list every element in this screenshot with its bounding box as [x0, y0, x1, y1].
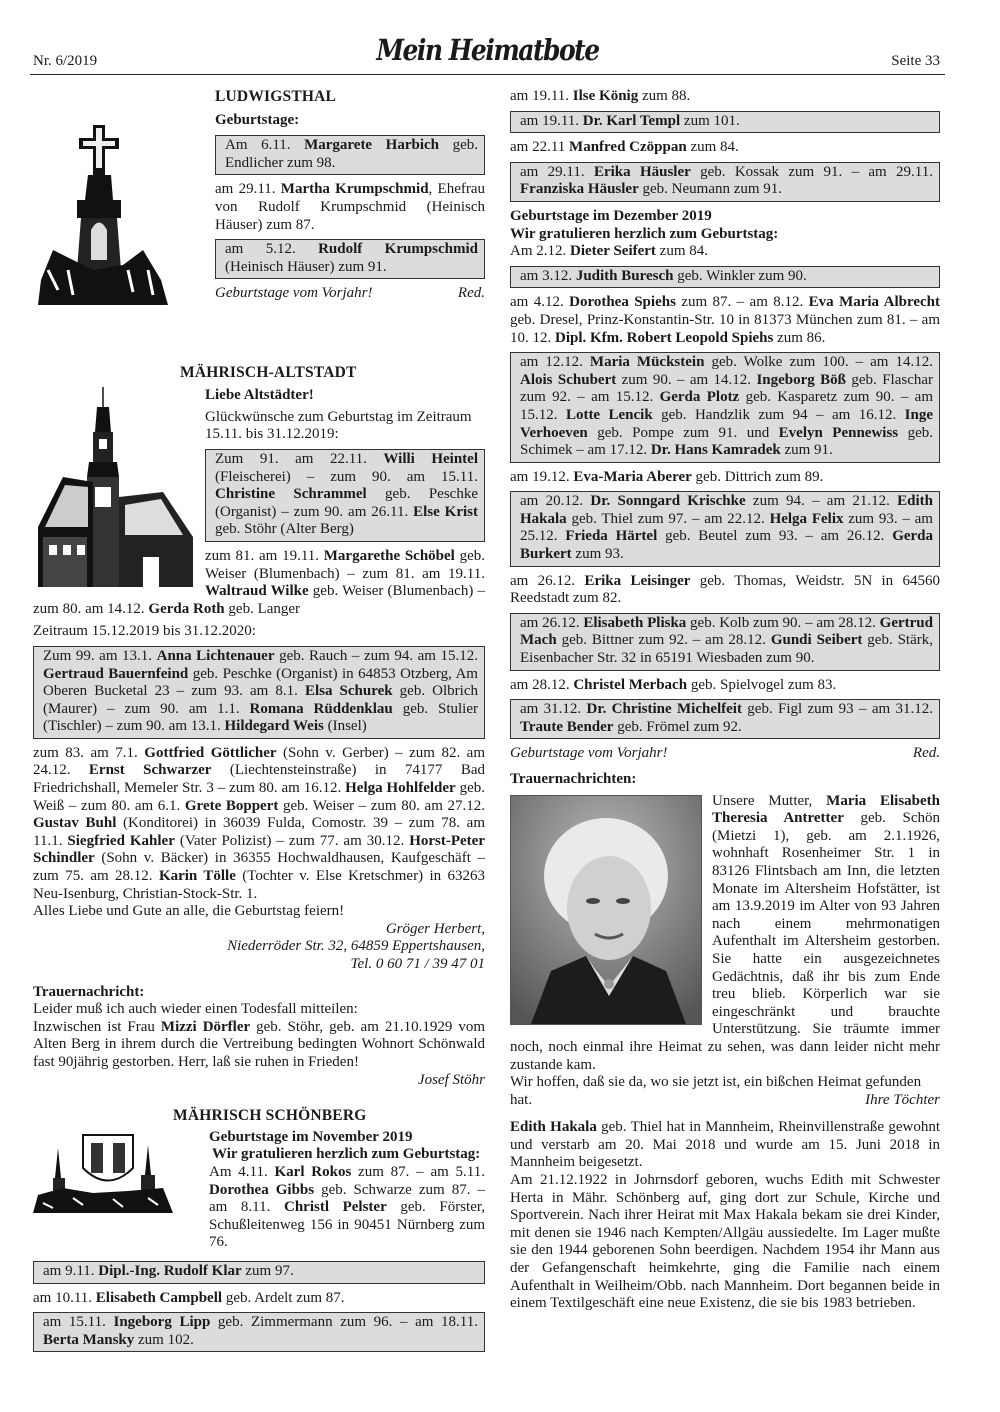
person-name: Erika Leisinger — [584, 572, 691, 589]
birthday-entry — [33, 745, 485, 903]
section-heading: LUDWIGSTHAL — [215, 88, 337, 105]
person-name: Eva-Maria Aberer — [573, 468, 692, 485]
masthead-logo: Mein Heimatbote — [376, 33, 599, 68]
person-name: Christine Schrammel — [215, 486, 367, 503]
text-segment: geb. Schwarze zum 87. – am 8.11. — [209, 1181, 485, 1216]
text-segment: am 22.11 — [510, 139, 570, 156]
period-label: Zeitraum 15.12.2019 bis 31.12.2020: — [33, 623, 256, 640]
person-name: Christel Merbach — [573, 676, 688, 693]
text-segment: geb. Stulier (Tischler) – zum 90. am 13.1. — [43, 700, 478, 735]
december-heading: Geburtstage im Dezember 2019 — [510, 207, 712, 224]
text-segment: am 26.12. — [510, 572, 585, 589]
person-name: Gertraud Bauernfeind — [43, 665, 189, 682]
text-segment: (Insel) — [323, 718, 367, 735]
birthday-entry — [33, 1290, 485, 1308]
person-name: Else Krist — [413, 503, 478, 520]
birthday-entry — [209, 1164, 485, 1252]
text-segment: zum 87. – am 5.11. — [351, 1163, 485, 1180]
text-segment: Unsere Mutter, — [712, 792, 827, 809]
text-segment: zum 84. — [655, 243, 708, 260]
text-segment: geb. Förster, Schußleitenweg 156 in 90451 Nürnberg zum 76. — [209, 1199, 485, 1251]
text-segment: zum 93. — [571, 546, 624, 563]
person-name: Dorothea Spiehs — [569, 294, 676, 311]
person-name: Traute Bender — [520, 718, 614, 735]
intro-text: Glückwünsche zum Geburtstag im Zeitraum 15.11. bis 31.12.2019: — [205, 408, 472, 443]
page-header — [30, 33, 945, 75]
birthday-box — [205, 449, 485, 542]
person-name: Dipl. Kfm. Robert Leopold Spiehs — [555, 329, 774, 346]
person-name: Christl Pelster — [283, 1199, 387, 1216]
text-segment: geb. Thiel zum 97. – am 22.12. — [566, 510, 770, 527]
right-column — [510, 88, 940, 1318]
subheading: Wir gratulieren herzlich zum Geburtstag: — [212, 1146, 481, 1163]
text-segment: zum 83. am 7.1. — [33, 744, 145, 761]
text-segment: geb. Bittner zum 92. – am 28.12. — [556, 632, 771, 649]
person-name: Dr. Christine Michelfeit — [586, 701, 742, 718]
text-segment: Zum 99. am 13.1. — [43, 647, 157, 664]
person-name: Gottfried Göttlicher — [144, 744, 277, 761]
text-segment: (Fleischerei) – zum 90. am 15.11. — [215, 468, 478, 485]
birthday-box — [510, 162, 940, 202]
text-segment: Am 6.11. — [225, 137, 305, 154]
section-schoenberg — [33, 1107, 485, 1352]
text-segment: am 19.11. — [510, 88, 573, 104]
person-name: Siegfried Kahler — [67, 832, 175, 849]
person-name: Franziska Häusler — [520, 181, 639, 198]
ludwigsthal-content — [215, 88, 485, 326]
text-segment: geb. Kossak zum 91. – am 29.11. — [690, 163, 933, 180]
text-segment: geb. Kolb zum 90. – am 28.12. — [686, 614, 880, 631]
person-name: Edith Hakala — [510, 1119, 597, 1136]
person-name: Romana Rüddenklau — [249, 700, 393, 717]
text-segment: geb. Weiser – zum 80. am 27.12. — [278, 797, 485, 814]
person-name: Rudolf Krumpschmid — [318, 241, 479, 258]
person-name: Gerda Burkert — [520, 528, 934, 563]
text-segment: zum 91. — [780, 442, 833, 459]
person-name: Judith Buresch — [575, 267, 674, 284]
person-name: Frieda Härtel — [565, 528, 658, 545]
birthday-entry — [510, 243, 940, 261]
birthday-box — [510, 699, 940, 739]
obituary-signature: Ihre Töchter — [865, 1091, 940, 1108]
person-name: Ingeborg Böß — [756, 371, 847, 388]
text-segment: (Konditorei) in 36039 Fulda, Comostr. 39 – zum 78. am 11.1. — [33, 815, 485, 849]
issue-number: Nr. 6/2019 — [33, 53, 98, 69]
mourning-heading: Trauernachricht: — [33, 983, 145, 1000]
note-signature: Red. — [457, 285, 485, 302]
person-name: Waltraud Wilke — [205, 583, 309, 600]
obituary-text: Am 21.12.1922 in Johrnsdorf geboren, wuchs Edith mit Schwester Herta in Mähr. Schönberg auf, ging dort zur Schule, Kirche und Sportverein. Nach ihrer Heirat mit Max Hakala bekam sie drei Kinder, mit denen sie 1946 nach Kempten/Allgäu aussiedelte. Im Lager mußte sie den 1944 geborenen Sohn beerdigen. Nachdem 1954 ihr Mann aus der Gefangenschaft heimkehrte, ging die Familie nach einem Aufenthalt in Weilheim/Obb. nach Mannheim. Dort begannen beide in einem Textilgeschäft eine neue Existenz, die sie bis 1983 betrieben. — [510, 1172, 940, 1312]
text-segment: zum 94. – am 21.12. — [745, 493, 898, 510]
person-name: Inge Verhoeven — [520, 406, 934, 441]
text-segment: am 5.12. — [225, 241, 319, 258]
text-segment: geb. Weiser (Blumenbach) – zum 80. am 14.12. — [33, 583, 485, 617]
person-name: Maria Elisabeth Theresia Antretter — [712, 792, 940, 827]
person-name: Eva Maria Albrecht — [808, 294, 940, 311]
text-segment: geb. Stöhr (Alter Berg) — [215, 521, 354, 538]
obituary-text: Wir hoffen, daß sie da, wo sie jetzt ist, ein bißchen Heimat gefunden hat. — [510, 1074, 922, 1108]
birthday-box — [33, 1312, 485, 1352]
person-name: Martha Krumpschmid — [280, 181, 429, 198]
section-altstadt — [33, 364, 485, 1090]
text-segment: (Sohn v. Gerber) – zum 82. am 24.12. — [33, 744, 485, 779]
person-name: Ingeborg Lipp — [113, 1314, 211, 1331]
birthday-box — [510, 613, 940, 671]
person-name: Dorothea Gibbs — [209, 1181, 315, 1198]
text-segment: am 29.11. — [215, 181, 281, 198]
text-segment: geb. Langer — [224, 600, 301, 617]
text-segment: zum 90. – am 14.12. — [616, 371, 757, 388]
note-text: Geburtstage vom Vorjahr! — [215, 285, 373, 302]
person-name: Mizzi Dörfler — [160, 1018, 251, 1035]
person-name: Berta Mansky — [43, 1331, 135, 1348]
person-name: Grete Boppert — [184, 797, 279, 814]
mourning-text — [33, 1019, 485, 1072]
text-segment: geb. Flaschar zum 92. – am 15.12. — [520, 371, 934, 406]
birthday-box — [510, 266, 940, 289]
text-segment: Am 2.12. — [510, 243, 570, 260]
mourning-intro: Leider muß ich auch wieder einen Todesfall mitteilen: — [33, 1001, 358, 1018]
december-subheading: Wir gratulieren herzlich zum Geburtstag: — [510, 225, 779, 242]
text-segment: am 4.12. — [510, 294, 570, 311]
text-segment: zum 88. — [638, 88, 691, 104]
person-name: Helga Hohlfelder — [345, 780, 456, 797]
section-heading: MÄHRISCH SCHÖNBERG — [173, 1107, 367, 1125]
text-segment: zum 87. – am 8.12. — [675, 294, 809, 311]
text-segment: geb. Weiser (Blumenbach) – zum 81. am 19.11. — [205, 547, 485, 582]
deceased-portrait-photo — [510, 795, 702, 1025]
person-name: Alois Schubert — [520, 371, 617, 388]
text-segment: geb. Winkler zum 90. — [673, 267, 807, 284]
text-segment: geb. Peschke (Organist) in 64853 Otzberg, Am Oberen Bucketal 23 – zum 93. am 8.1. — [43, 665, 478, 700]
person-name: Gundi Seibert — [770, 632, 863, 649]
birthday-entry — [510, 294, 940, 347]
birthday-box — [33, 646, 485, 739]
birthday-entry — [510, 469, 940, 487]
text-segment: zum 84. — [686, 139, 739, 156]
person-name: Horst-Peter Schindler — [33, 832, 485, 867]
person-name: Elisabeth Pliska — [583, 614, 687, 631]
person-name: Helga Felix — [769, 510, 844, 527]
person-name: Ernst Schwarzer — [88, 762, 212, 779]
text-segment: geb. Rauch – zum 94. am 15.12. — [274, 647, 478, 664]
text-segment: geb. Handzlik zum 94 – am 16.12. — [652, 406, 905, 423]
person-name: Erika Häusler — [593, 163, 691, 180]
signature-phone: Tel. 0 60 71 / 39 47 01 — [350, 956, 485, 972]
person-name: Gustav Buhl — [33, 815, 117, 832]
person-name: Dr. Karl Templ — [582, 112, 681, 129]
note-signature: Red. — [912, 745, 940, 762]
text-segment: geb. Zimmermann zum 96. – am 18.11. — [210, 1314, 478, 1331]
mourning-heading: Trauernachrichten: — [510, 771, 637, 787]
mourning-signature: Josef Stöhr — [417, 1071, 485, 1088]
text-segment: am 20.12. — [520, 493, 591, 510]
text-segment: , Ehefrau von Rudolf Krumpschmid (Heinisch Häuser) zum 87. — [215, 181, 485, 233]
text-segment: (Sohn v. Bäcker) in 36355 Hochwaldhausen, Kaufgeschäft – zum 75. am 28.12. — [33, 850, 485, 885]
birthday-box — [510, 491, 940, 566]
person-name: Hildegard Weis — [224, 718, 324, 735]
text-segment: geb. Stärk, Eisenbacher Str. 32 in 65191 Wiesbaden zum 90. — [520, 632, 934, 667]
text-segment: zum 102. — [134, 1331, 194, 1348]
text-segment: (Vater Polizist) – zum 77. am 30.12. — [174, 832, 410, 849]
text-segment: geb. Ardelt zum 87. — [222, 1289, 345, 1306]
text-segment: (Tochter v. Else Kretschmer) in 63263 Neu-Isenburg, Christian-Stock-Str. 1. — [33, 868, 486, 902]
text-segment: geb. Figl zum 93 – am 31.12. — [741, 701, 933, 718]
person-name: Dieter Seifert — [570, 243, 656, 260]
person-name: Gertrud Mach — [520, 614, 933, 649]
person-name: Dipl.-Ing. Rudolf Klar — [98, 1262, 242, 1279]
text-segment: zum 86. — [773, 329, 826, 346]
person-name: Gerda Plotz — [659, 389, 740, 406]
birthday-box — [215, 239, 485, 279]
person-name: Elisabeth Campbell — [95, 1289, 223, 1306]
closing-text: Alles Liebe und Gute an alle, die Geburtstag feiern! — [33, 903, 345, 920]
person-name: Edith Hakala — [520, 493, 934, 527]
birthday-box — [510, 352, 940, 463]
page-number: Seite 33 — [891, 53, 940, 69]
person-name: Anna Lichtenauer — [156, 647, 275, 664]
text-segment: geb. Peschke (Organist) – zum 90. am 26.11. — [215, 486, 478, 520]
text-segment: geb. Dittrich zum 89. — [691, 468, 824, 485]
text-segment: geb. Dresel, Prinz-Konstantin-Str. 10 in 81373 München zum 81. – am 10. 12. — [510, 311, 940, 346]
text-segment: geb. Neumann zum 91. — [638, 181, 783, 198]
section-heading: MÄHRISCH-ALTSTADT — [180, 363, 357, 381]
person-name: Ilse König — [572, 88, 639, 104]
text-segment: am 29.11. — [520, 163, 594, 180]
birthday-entry — [510, 573, 940, 608]
town-coat-of-arms-illustration — [33, 1129, 209, 1257]
text-segment: geb. Frömel zum 92. — [613, 718, 742, 735]
text-segment: geb. Thiel hat in Mannheim, Rheinvillenstraße gewohnt und verstarb am 20. Mai 2018 und wurde am 15. Juni 2018 in Mannheim beigesetzt. — [510, 1119, 940, 1171]
text-segment: Am 4.11. — [209, 1163, 275, 1180]
text-segment: am 15.11. — [43, 1314, 114, 1331]
text-segment: geb. Stöhr, geb. am 21.10.1929 vom Alten Berg in ihrem durch die Vertreibung bedingten Wohnort Schönwald fast 90jährig gestorben. Herr, laß sie ruhen in Frieden! — [33, 1018, 485, 1070]
person-name: Dr. Sonngard Krischke — [590, 493, 746, 510]
signature-name: Gröger Herbert, — [385, 920, 485, 937]
greeting: Liebe Altstädter! — [205, 387, 314, 404]
text-segment: am 31.12. — [520, 701, 587, 718]
person-name: Willi Heintel — [383, 450, 478, 467]
text-segment: geb. Pompe zum 91. und — [587, 424, 779, 441]
text-segment: geb. Schön (Mietzi 1), geb. am 2.1.1926, wohnhaft Rosenheimer Str. 1 in 83126 Flintsbach am Inn, die letzten Monate im Altersheim Hofstätter, ist am 13.9.2019 im Alter von 93 Jahren nach einem mehrmonatigen Aufenthalt im Altersheim gestorben. Sie hatte ein ausgezeichnetes Gedächtnis, daß ihr bis zum Ende treu blieb. Körperlich war sie eingeschränkt und brauchte Unterstützung. Sie träumte immer noch, noch einmal ihre Heimat zu sehen, was dann leider nicht mehr zustande kam. — [510, 810, 940, 1073]
person-name: Karl Rokos — [274, 1163, 352, 1180]
note-text: Geburtstage vom Vorjahr! — [510, 745, 668, 762]
person-name: Lotte Lencik — [565, 406, 653, 423]
text-segment: zum 93. – am 25.12. — [520, 510, 933, 545]
text-segment: am 19.11. — [520, 112, 583, 129]
text-segment: am 12.12. — [520, 354, 590, 371]
birthday-box — [33, 1261, 485, 1284]
birthday-entry — [215, 181, 485, 234]
editor-note — [510, 745, 940, 763]
text-segment: geb. Beutel zum 93. – am 26.12. — [657, 528, 893, 545]
editor-note — [215, 285, 485, 303]
birthday-entry — [510, 88, 940, 106]
obituary-text — [510, 1119, 940, 1172]
text-segment: (Liechtensteinstraße) in 74177 Bad Friedrichshall, Memeler Str. 3 – zum 80. am 16.12. — [33, 762, 485, 797]
person-name: Margarethe Schöbel — [323, 547, 455, 564]
text-segment: am 3.12. — [520, 267, 576, 284]
birthday-entry — [510, 139, 940, 157]
text-segment: geb. Kasparetz zum 90. – am 15.12. — [520, 389, 934, 423]
text-segment: Zum 91. am 22.11. — [215, 450, 384, 467]
person-name: Dr. Hans Kamradek — [650, 442, 781, 459]
subheading: Geburtstage: — [215, 111, 300, 128]
text-segment: zum 97. — [241, 1262, 294, 1279]
text-segment: am 28.12. — [510, 676, 574, 693]
person-name: Manfred Czöppan — [569, 139, 687, 156]
birthday-box — [215, 135, 485, 175]
person-name: Evelyn Pennewiss — [778, 424, 899, 441]
person-name: Karin Tölle — [158, 868, 236, 885]
text-segment: zum 81. am 19.11. — [205, 547, 324, 564]
text-segment: geb. Spielvogel zum 83. — [687, 676, 837, 693]
birthday-box — [510, 111, 940, 134]
text-segment: geb. Weiß – zum 80. am 6.1. — [33, 780, 485, 814]
person-name: Margarete Harbich — [304, 137, 439, 154]
text-segment: zum 101. — [680, 112, 740, 129]
text-segment: geb. Thomas, Weidstr. 5N in 64560 Reedstadt zum 82. — [510, 572, 940, 607]
left-column — [33, 88, 485, 1358]
section-ludwigsthal — [33, 88, 485, 326]
text-segment: am 9.11. — [43, 1262, 99, 1279]
person-name: Maria Mückstein — [589, 354, 705, 371]
monument-cross-illustration — [33, 88, 215, 326]
text-segment: geb. Schimek – am 17.12. — [520, 424, 933, 459]
text-segment: geb. Olbrich (Maurer) – zum 90. am 1.1. — [43, 683, 478, 717]
subheading: Geburtstage im November 2019 — [209, 1128, 413, 1145]
text-segment: (Heinisch Häuser) zum 91. — [225, 258, 387, 275]
text-segment: am 19.12. — [510, 468, 574, 485]
text-segment: am 26.12. — [520, 614, 584, 631]
church-tower-illustration — [33, 387, 205, 592]
text-segment: am 10.11. — [33, 1289, 96, 1306]
person-name: Gerda Roth — [148, 600, 225, 617]
text-segment: geb. Endlicher zum 98. — [225, 137, 478, 171]
signature-address: Niederröder Str. 32, 64859 Eppertshausen, — [227, 938, 485, 955]
text-segment: Inzwischen ist Frau — [33, 1018, 161, 1035]
birthday-entry — [510, 677, 940, 695]
person-name: Elsa Schurek — [304, 683, 393, 700]
text-segment: geb. Wolke zum 100. – am 14.12. — [704, 354, 934, 371]
